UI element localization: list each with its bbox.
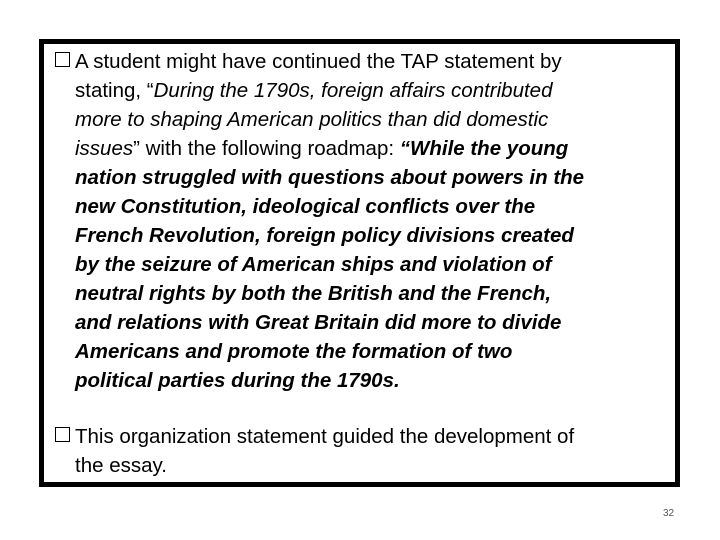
text-line: A student might have continued the TAP statement by <box>75 50 562 73</box>
text-line: and relations with Great Britain did more to divide <box>75 311 562 334</box>
checkbox-bullet-icon <box>55 52 70 67</box>
page-number: 32 <box>663 508 675 519</box>
text-line: French Revolution, foreign policy divisions created <box>75 224 574 247</box>
text-line: stating, “During the 1790s, foreign affairs contributed <box>75 79 553 102</box>
bullet-item-organization <box>55 422 675 480</box>
text-line: neutral rights by both the British and the French, <box>75 282 552 305</box>
text-line: political parties during the 1790s. <box>75 369 400 392</box>
bullet-text <box>55 47 675 395</box>
checkbox-bullet-icon <box>55 427 70 442</box>
text-line: the essay. <box>75 454 167 477</box>
text-line: Americans and promote the formation of two <box>75 340 513 363</box>
text-line: issues” with the following roadmap: “While the young <box>75 137 569 160</box>
bullet-text <box>55 422 675 480</box>
text-line: more to shaping American politics than did domestic <box>75 108 549 131</box>
text-line: nation struggled with questions about powers in the <box>75 166 585 189</box>
text-line: new Constitution, ideological conflicts over the <box>75 195 536 218</box>
text-line: by the seizure of American ships and violation of <box>75 253 552 276</box>
bullet-item-roadmap <box>55 47 675 395</box>
text-line: This organization statement guided the development of <box>75 425 575 448</box>
